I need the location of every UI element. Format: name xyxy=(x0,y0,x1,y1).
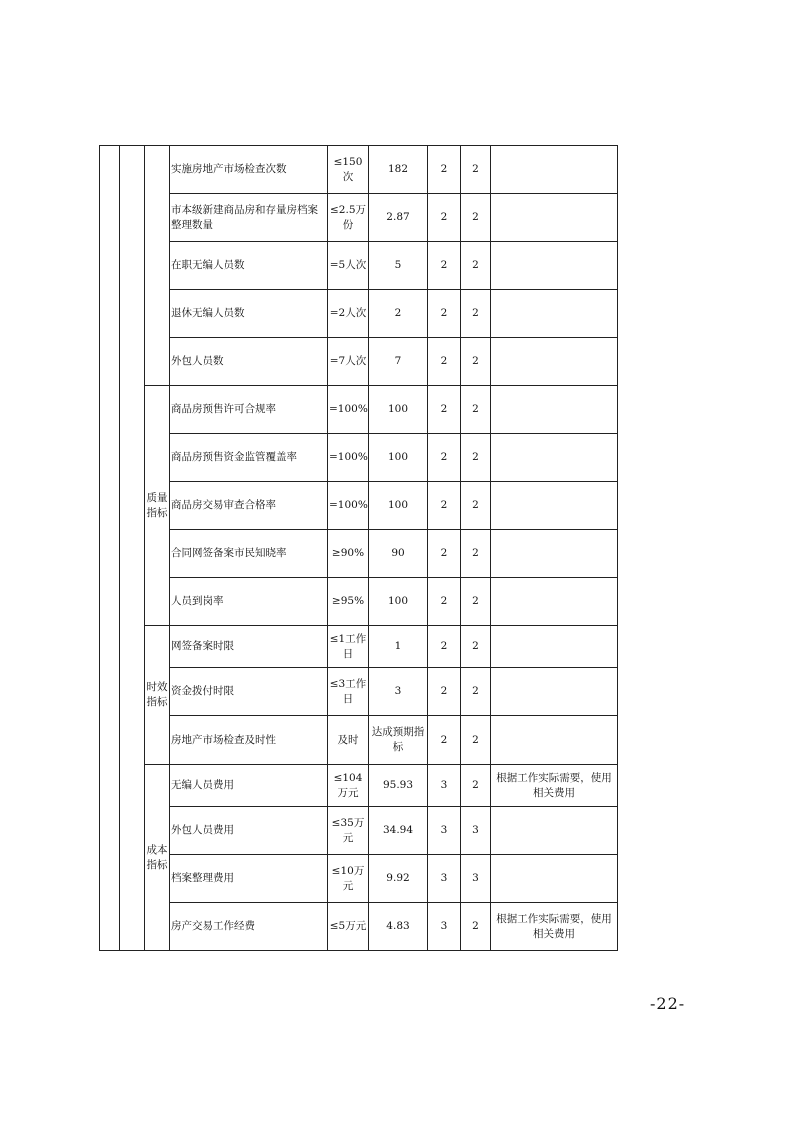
actual-value: 95.93 xyxy=(369,765,428,807)
target-value: ≥95% xyxy=(328,578,369,626)
weight: 2 xyxy=(428,338,461,386)
indicator-name: 房产交易工作经费 xyxy=(170,903,328,951)
weight: 2 xyxy=(428,386,461,434)
score: 2 xyxy=(461,578,491,626)
target-value: ≤150次 xyxy=(328,146,369,194)
weight: 2 xyxy=(428,668,461,716)
actual-value: 9.92 xyxy=(369,855,428,903)
indicator-name: 商品房交易审查合格率 xyxy=(170,482,328,530)
outer-column-1 xyxy=(100,146,120,951)
actual-value: 2.87 xyxy=(369,194,428,242)
indicator-category xyxy=(145,146,170,386)
table-row xyxy=(100,290,618,338)
remark xyxy=(491,194,618,242)
score: 2 xyxy=(461,434,491,482)
table-row xyxy=(100,668,618,716)
weight: 2 xyxy=(428,482,461,530)
indicator-name: 合同网签备案市民知晓率 xyxy=(170,530,328,578)
actual-value: 100 xyxy=(369,578,428,626)
weight: 3 xyxy=(428,807,461,855)
target-value: ≤104万元 xyxy=(328,765,369,807)
score: 2 xyxy=(461,482,491,530)
weight: 2 xyxy=(428,434,461,482)
remark: 根据工作实际需要，使用相关费用 xyxy=(491,765,618,807)
target-value: =7人次 xyxy=(328,338,369,386)
table-row xyxy=(100,386,618,434)
indicator-name: 无编人员费用 xyxy=(170,765,328,807)
indicator-name: 外包人员数 xyxy=(170,338,328,386)
actual-value: 7 xyxy=(369,338,428,386)
target-value: ≥90% xyxy=(328,530,369,578)
score: 2 xyxy=(461,903,491,951)
weight: 2 xyxy=(428,290,461,338)
table-row xyxy=(100,903,618,951)
weight: 2 xyxy=(428,530,461,578)
remark: 根据工作实际需要，使用相关费用 xyxy=(491,903,618,951)
indicator-name: 市本级新建商品房和存量房档案整理数量 xyxy=(170,194,328,242)
indicator-name: 退休无编人员数 xyxy=(170,290,328,338)
remark xyxy=(491,434,618,482)
table-row xyxy=(100,146,618,194)
outer-column-2 xyxy=(120,146,145,951)
remark xyxy=(491,855,618,903)
actual-value: 100 xyxy=(369,434,428,482)
remark xyxy=(491,146,618,194)
target-value: ≤35万元 xyxy=(328,807,369,855)
target-value: ≤3工作日 xyxy=(328,668,369,716)
indicator-name: 档案整理费用 xyxy=(170,855,328,903)
performance-indicator-table xyxy=(99,145,618,951)
score: 2 xyxy=(461,386,491,434)
table-row xyxy=(100,765,618,807)
table-row xyxy=(100,242,618,290)
remark xyxy=(491,530,618,578)
indicator-name: 资金拨付时限 xyxy=(170,668,328,716)
indicator-category: 质量指标 xyxy=(145,386,170,626)
score: 2 xyxy=(461,668,491,716)
actual-value: 34.94 xyxy=(369,807,428,855)
remark xyxy=(491,290,618,338)
remark xyxy=(491,386,618,434)
remark xyxy=(491,338,618,386)
indicator-name: 实施房地产市场检查次数 xyxy=(170,146,328,194)
weight: 2 xyxy=(428,716,461,765)
target-value: =2人次 xyxy=(328,290,369,338)
actual-value: 4.83 xyxy=(369,903,428,951)
table-row xyxy=(100,434,618,482)
table-row xyxy=(100,626,618,668)
score: 2 xyxy=(461,194,491,242)
remark xyxy=(491,482,618,530)
actual-value: 3 xyxy=(369,668,428,716)
table-row xyxy=(100,194,618,242)
actual-value: 182 xyxy=(369,146,428,194)
page-number: -22- xyxy=(650,994,686,1013)
indicator-category: 成本指标 xyxy=(145,765,170,951)
target-value: =100% xyxy=(328,482,369,530)
score: 2 xyxy=(461,530,491,578)
target-value: =100% xyxy=(328,386,369,434)
weight: 3 xyxy=(428,765,461,807)
indicator-name: 人员到岗率 xyxy=(170,578,328,626)
actual-value: 100 xyxy=(369,386,428,434)
score: 2 xyxy=(461,290,491,338)
target-value: ≤5万元 xyxy=(328,903,369,951)
weight: 2 xyxy=(428,242,461,290)
actual-value: 100 xyxy=(369,482,428,530)
table-row xyxy=(100,716,618,765)
actual-value: 1 xyxy=(369,626,428,668)
score: 3 xyxy=(461,807,491,855)
table-row xyxy=(100,530,618,578)
target-value: =5人次 xyxy=(328,242,369,290)
table-row xyxy=(100,807,618,855)
table-row xyxy=(100,855,618,903)
indicator-name: 商品房预售资金监管覆盖率 xyxy=(170,434,328,482)
table-row xyxy=(100,578,618,626)
target-value: =100% xyxy=(328,434,369,482)
weight: 2 xyxy=(428,194,461,242)
indicator-name: 网签备案时限 xyxy=(170,626,328,668)
table-row xyxy=(100,338,618,386)
weight: 2 xyxy=(428,626,461,668)
score: 2 xyxy=(461,765,491,807)
target-value: ≤10万元 xyxy=(328,855,369,903)
indicator-name: 外包人员费用 xyxy=(170,807,328,855)
score: 2 xyxy=(461,716,491,765)
indicator-name: 商品房预售许可合规率 xyxy=(170,386,328,434)
score: 3 xyxy=(461,855,491,903)
target-value: 及时 xyxy=(328,716,369,765)
remark xyxy=(491,578,618,626)
target-value: ≤2.5万份 xyxy=(328,194,369,242)
remark xyxy=(491,807,618,855)
score: 2 xyxy=(461,146,491,194)
score: 2 xyxy=(461,338,491,386)
actual-value: 90 xyxy=(369,530,428,578)
weight: 2 xyxy=(428,146,461,194)
weight: 3 xyxy=(428,903,461,951)
table-row xyxy=(100,482,618,530)
weight: 3 xyxy=(428,855,461,903)
target-value: ≤1工作日 xyxy=(328,626,369,668)
actual-value: 达成预期指标 xyxy=(369,716,428,765)
score: 2 xyxy=(461,626,491,668)
actual-value: 5 xyxy=(369,242,428,290)
weight: 2 xyxy=(428,578,461,626)
actual-value: 2 xyxy=(369,290,428,338)
remark xyxy=(491,626,618,668)
remark xyxy=(491,242,618,290)
indicator-name: 房地产市场检查及时性 xyxy=(170,716,328,765)
remark xyxy=(491,668,618,716)
score: 2 xyxy=(461,242,491,290)
indicator-name: 在职无编人员数 xyxy=(170,242,328,290)
remark xyxy=(491,716,618,765)
indicator-category: 时效指标 xyxy=(145,626,170,765)
